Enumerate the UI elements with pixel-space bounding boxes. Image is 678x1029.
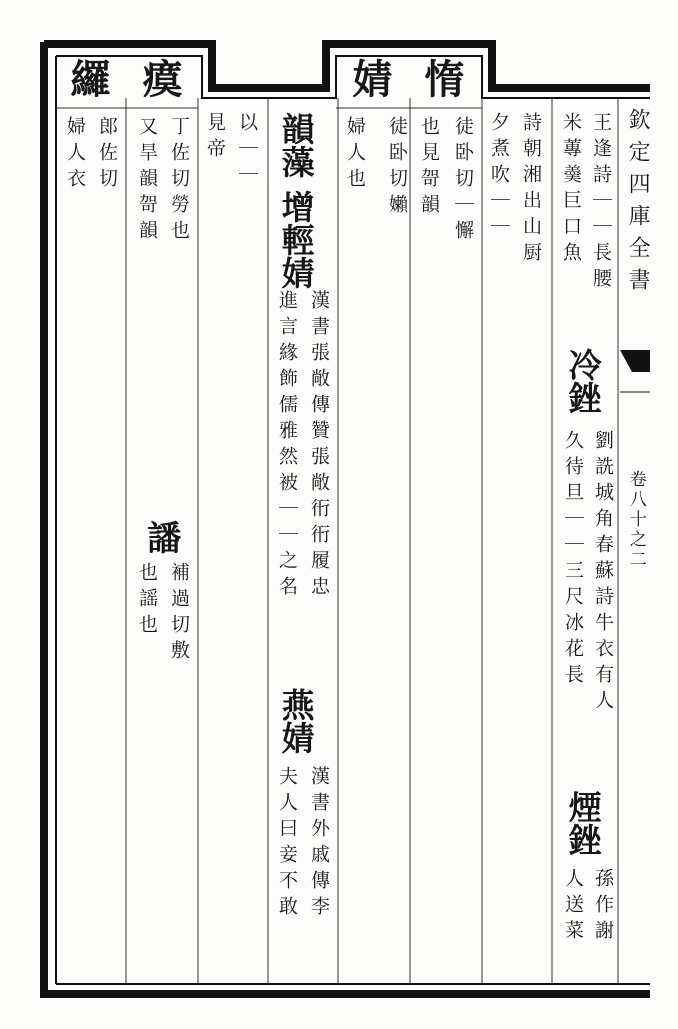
entry-tuo-3: 徒卧切｜懈 [451, 116, 474, 246]
entry-lengcuo-1: 劉詵城角春蘇詩牛衣有人 [591, 430, 614, 716]
entry-tuo-1: 徒卧切嬾 [385, 116, 408, 220]
entry-yan-2: 夫人曰妾不敢 [275, 766, 298, 922]
entry-bo-2: 也謡也 [135, 562, 158, 640]
headword-yantiao: 燕婧 [276, 688, 316, 754]
entry-tiao: 婦人也 [343, 116, 366, 194]
entry-bo-1: 補過切敷 [167, 562, 190, 666]
entry-ji-2: 以｜｜ [235, 112, 258, 190]
entry-mo-2: 又旱韻哿韻 [135, 116, 158, 246]
headword-luo: 纙 [64, 58, 111, 100]
book-title: 欽定四庫全書 [625, 108, 651, 300]
entry-yan-1: 漢書外戚傳李 [307, 766, 330, 922]
entry-lengcuo-2: 久待旦｜｜三尺冰花長 [561, 430, 584, 690]
entry-luo-2: 婦人衣 [63, 116, 86, 194]
entry-mo-1: 丁佐切勞也 [167, 116, 190, 246]
entry-shi: 詩朝湘出山厨 [519, 112, 542, 268]
headword-qingtiao: 增輕婧 [276, 190, 316, 289]
headword-lengcuo: 冷銼 [563, 348, 603, 414]
entry-luo-1: 郎佐切 [95, 116, 118, 194]
headword-yancuo: 煙銼 [563, 790, 603, 856]
headword-mo: 瘼 [136, 58, 183, 100]
entry-yun-1: 漢書張敞傳贊張敞衎衎履忠 [307, 290, 330, 602]
entry-xi: 夕煮吹｜｜ [487, 112, 510, 242]
entry-tuo-2: 也見哿韻 [417, 116, 440, 220]
section-yunzao: 韻藻 [276, 112, 316, 178]
entry-ji-1: 見帝 [203, 112, 226, 164]
headword-tuo: 惰 [418, 58, 465, 100]
entry-yancuo-2: 人送菜 [561, 868, 584, 946]
headword-tiao: 婧 [346, 58, 393, 100]
headword-bo: 譒 [140, 520, 181, 555]
entry-wang-line: 王逢詩｜｜長腰 [589, 112, 612, 294]
entry-yun-2: 進言緣飾儒雅然被｜｜之名 [275, 290, 298, 602]
entry-yancuo-1: 孫作謝 [591, 868, 614, 946]
entry-wang-cont: 米蓴羮巨口魚 [559, 112, 582, 268]
volume-label: 卷八十之二 [625, 470, 646, 570]
